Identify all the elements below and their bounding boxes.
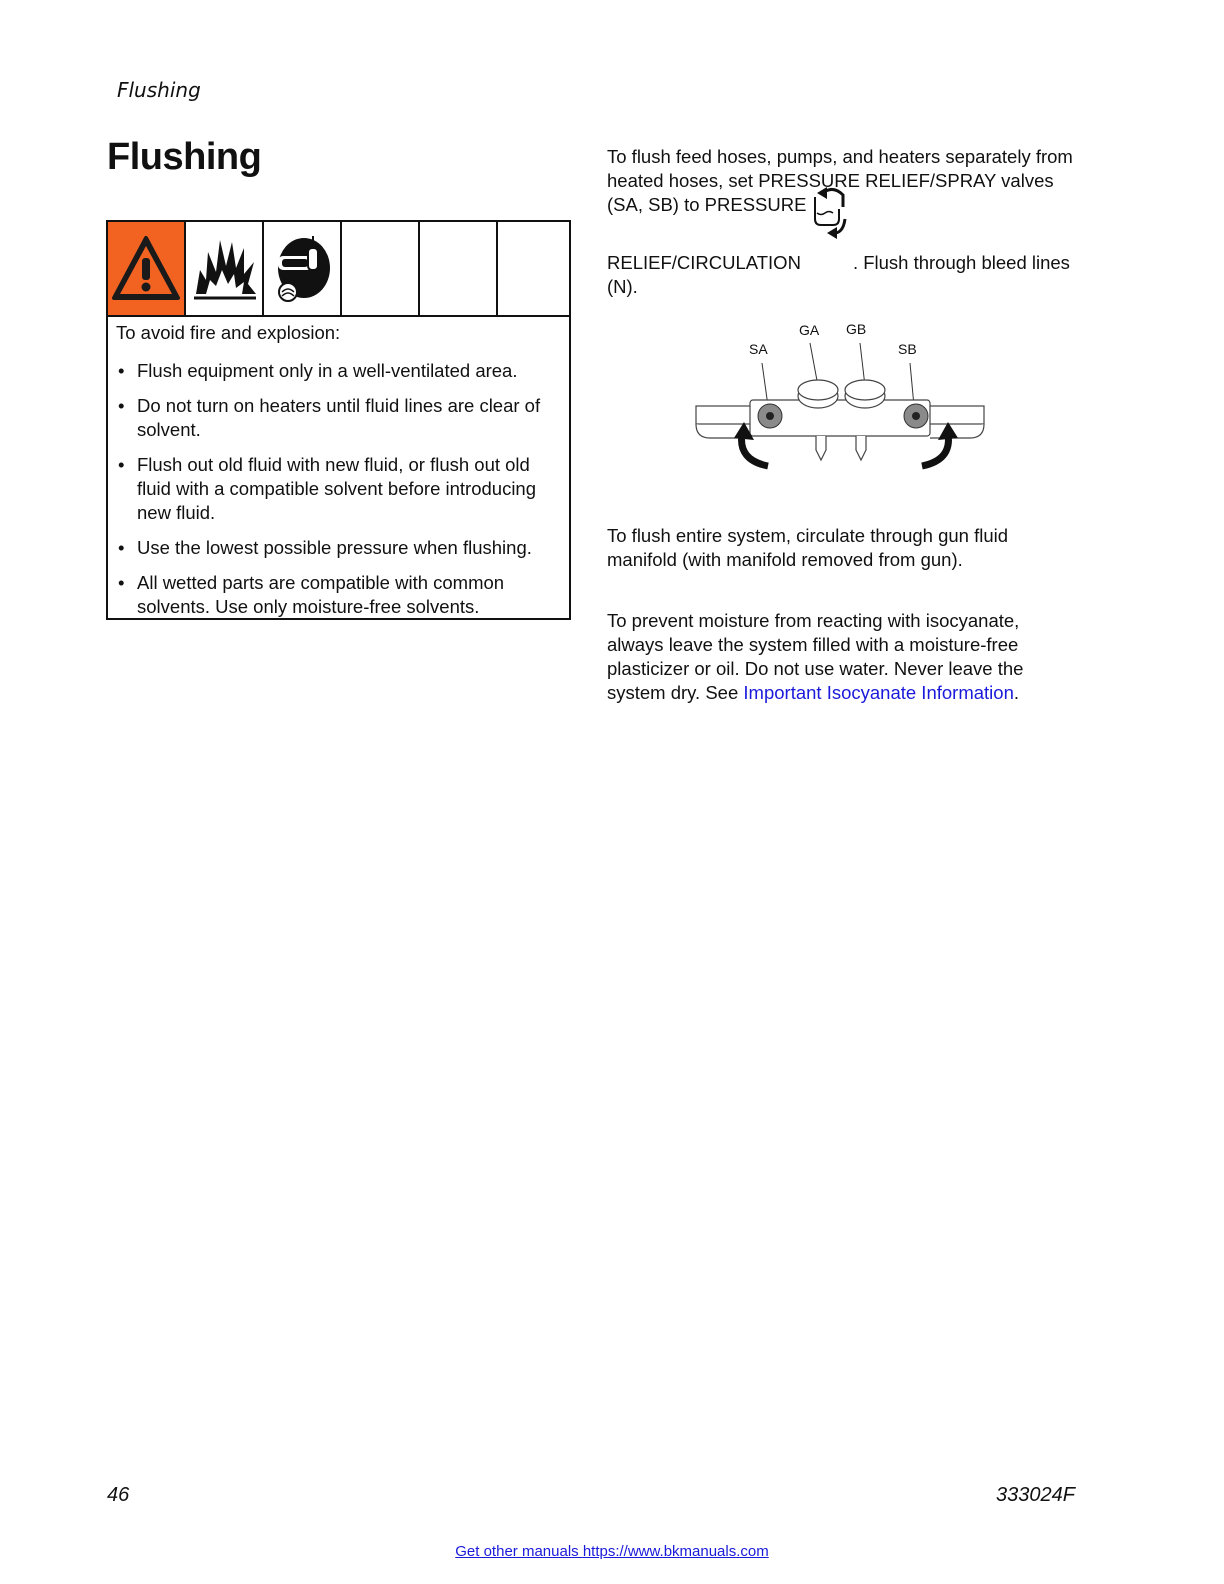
circulation-icon <box>803 217 851 275</box>
warning-box <box>106 220 571 620</box>
list-item: • Use the lowest possible pressure when flushing. <box>116 536 561 560</box>
list-item: • Do not turn on heaters until fluid lines are clear of solvent. <box>116 394 561 442</box>
figure-label-gb: GB <box>846 321 867 337</box>
empty-icon-slot <box>342 222 420 315</box>
warning-bullet-list <box>116 359 561 619</box>
paragraph-text: . Flush through bleed lines (N). <box>607 252 1070 297</box>
isocyanate-paragraph <box>607 609 1077 705</box>
empty-icon-slot <box>498 222 569 315</box>
paragraph-text: . <box>1013 682 1019 703</box>
warning-icon-row <box>108 222 569 317</box>
warning-intro: To avoid fire and explosion: <box>116 322 341 343</box>
list-item: • All wetted parts are compatible with common solvents. Use only moisture-free solvents. <box>116 571 561 619</box>
valve-manifold-illustration <box>690 318 990 478</box>
paragraph-text: RELIEF/CIRCULATION <box>607 252 801 273</box>
document-number: 333024F <box>996 1484 1075 1506</box>
figure-label-sa: SA <box>749 341 768 357</box>
warning-text <box>108 317 569 630</box>
page-number: 46 <box>107 1484 130 1506</box>
explosion-icon <box>186 222 264 315</box>
paragraph-text: To prevent moisture from reacting with isocyanate, always leave the system filled with a moisture-free plasticizer or oil. Do not use water. Never leave the system dry. See <box>607 610 1024 703</box>
isocyanate-info-link[interactable]: Important Isocyanate Information <box>743 682 1014 703</box>
valve-figure <box>690 318 990 478</box>
flush-feed-hoses-paragraph <box>607 145 1077 299</box>
list-item: • Flush out old fluid with new fluid, or flush out old fluid with a compatible solvent before introducing new fluid. <box>116 453 561 525</box>
running-header: Flushing <box>117 78 201 102</box>
footer-link-prefix[interactable]: Get other manuals <box>455 1543 583 1560</box>
footer-manuals-link[interactable] <box>0 1543 1224 1560</box>
footer-link-url[interactable]: https://www.bkmanuals.com <box>582 1543 769 1560</box>
paragraph-text: To flush feed hoses, pumps, and heaters separately from heated hoses, set PRESSURE RELIEF/SPRAY valves (SA, SB) to PRESSURE <box>607 146 1073 215</box>
warning-triangle-icon <box>108 222 186 315</box>
respirator-mask-icon <box>264 222 342 315</box>
list-item: • Flush equipment only in a well-ventilated area. <box>116 359 561 383</box>
flush-entire-system-paragraph: To flush entire system, circulate through gun fluid manifold (with manifold removed from gun). <box>607 525 1009 570</box>
page-title: Flushing <box>107 136 262 178</box>
figure-label-sb: SB <box>898 341 917 357</box>
figure-label-ga: GA <box>799 322 820 338</box>
empty-icon-slot <box>420 222 498 315</box>
